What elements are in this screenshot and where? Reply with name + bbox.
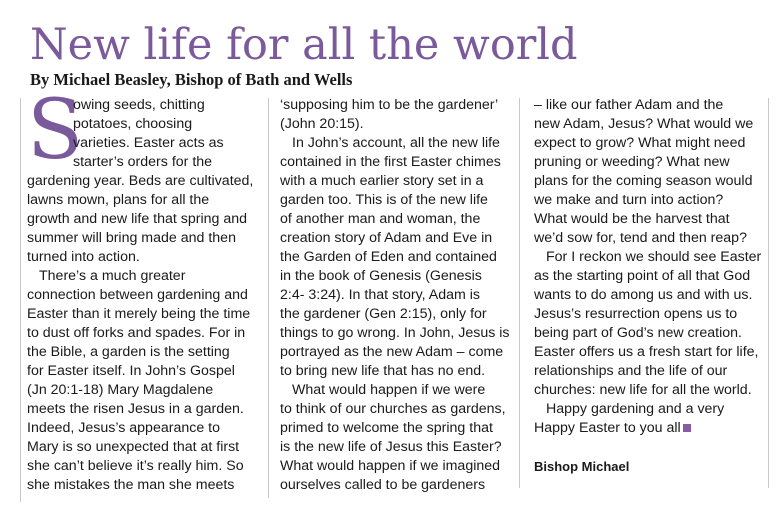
- text-line: is the new life of Jesus this Easter?: [280, 439, 502, 455]
- text-line: new Adam, Jesus? What would we: [534, 116, 754, 132]
- text-line: For I reckon we should see Easter: [546, 249, 762, 265]
- paragraph-3: [280, 96, 518, 134]
- text-line: owing seeds, chitting: [73, 97, 205, 113]
- text-line: Easter offers us a fresh start for life,: [534, 344, 759, 360]
- column-rule-middle-2: [519, 98, 520, 488]
- text-line: – like our father Adam and the: [534, 97, 724, 113]
- text-line: Mary is so unexpected that at first: [27, 439, 240, 455]
- text-line: for Easter itself. In John’s Gospel: [27, 363, 235, 379]
- text-line: varieties. Easter acts as: [73, 135, 224, 151]
- text-line: What would happen if we were: [292, 382, 486, 398]
- signature: Bishop Michael: [534, 459, 630, 474]
- paragraph-5: [280, 381, 518, 495]
- text-line: the gardener (Gen 2:15), only for: [280, 306, 487, 322]
- text-line: creation story of Adam and Eve in: [280, 230, 493, 246]
- text-line: lawns mown, plans for all the: [27, 192, 210, 208]
- text-line: In John’s account, all the new life: [292, 135, 500, 151]
- text-line: turned into action.: [27, 249, 140, 265]
- text-line: connection between gardening and: [27, 287, 248, 303]
- text-line: to think of our churches as gardens,: [280, 401, 506, 417]
- text-line: ‘supposing him to be the gardener’: [280, 97, 499, 113]
- column-rule-middle-1: [268, 98, 269, 498]
- paragraph-2: [27, 267, 267, 495]
- text-line: the Garden of Eden and contained: [280, 249, 497, 265]
- text-line: What would be the harvest that: [534, 211, 730, 227]
- text-line: things to go wrong. In John, Jesus is: [280, 325, 510, 341]
- text-line: she can’t believe it’s really him. So: [27, 458, 244, 474]
- column-rule-left: [20, 98, 21, 502]
- text-line: Happy gardening and a very: [546, 401, 725, 417]
- text-line: in the book of Genesis (Genesis: [280, 268, 482, 284]
- end-mark-icon: [683, 424, 691, 432]
- text-line: of another man and woman, the: [280, 211, 481, 227]
- text-line: churches: new life for all the world.: [534, 382, 752, 398]
- text-line: relationships and the life of our: [534, 363, 728, 379]
- column-2: [280, 96, 518, 496]
- text-line: Indeed, Jesus’s appearance to: [27, 420, 220, 436]
- text-line: to bring new life that has no end.: [280, 363, 486, 379]
- text-line: we make and turn into action?: [534, 192, 724, 208]
- text-line: Easter than it merely being the time: [27, 306, 251, 322]
- column-rule-right: [768, 98, 769, 488]
- paragraph-4: [280, 134, 518, 381]
- text-line: potatoes, choosing: [73, 116, 193, 132]
- text-line: expect to grow? What might need: [534, 135, 746, 151]
- text-line: summer will bring made and then: [27, 230, 236, 246]
- byline: By Michael Beasley, Bishop of Bath and Wells: [30, 70, 353, 89]
- drop-cap: S: [27, 96, 84, 178]
- text-line: to dust off forks and spades. For in: [27, 325, 246, 341]
- text-line: we’d sow for, tend and then reap?: [534, 230, 747, 246]
- text-line: 2:4- 3:24). In that story, Adam is: [280, 287, 481, 303]
- text-line: meets the risen Jesus in a garden.: [27, 401, 244, 417]
- text-line: Happy Easter to you all: [534, 419, 768, 438]
- column-1: [27, 96, 267, 496]
- text-line: (John 20:15).: [280, 116, 364, 132]
- text-line: as the starting point of all that God: [534, 268, 751, 284]
- text-line: pruning or weeding? What new: [534, 154, 730, 170]
- text-line: wants to do among us and with us.: [534, 287, 753, 303]
- headline: New life for all the world: [30, 20, 578, 70]
- text-line: portrayed as the new Adam – come: [280, 344, 504, 360]
- paragraph-7: [534, 248, 768, 400]
- text-line: starter’s orders for the: [73, 154, 213, 170]
- text-line: the Bible, a garden is the setting: [27, 344, 230, 360]
- text-line: ourselves called to be gardeners: [280, 477, 486, 493]
- paragraph-8: [534, 400, 768, 438]
- text-line: gardening year. Beds are cultivated,: [27, 173, 254, 189]
- paragraph-6: [534, 96, 768, 248]
- text-line: she mistakes the man she meets: [27, 477, 235, 493]
- text-line: with a much earlier story set in a: [280, 173, 484, 189]
- text-line: Jesus’s resurrection opens us to: [534, 306, 738, 322]
- text-line: contained in the first Easter chimes: [280, 154, 501, 170]
- text-line: plans for the coming season would: [534, 173, 753, 189]
- text-line: being part of God’s new creation.: [534, 325, 742, 341]
- text-line: There’s a much greater: [39, 268, 186, 284]
- text-line: primed to welcome the spring that: [280, 420, 493, 436]
- text-line: (Jn 20:1-18) Mary Magdalene: [27, 382, 214, 398]
- paragraph-1: [27, 96, 267, 267]
- text-line: garden too. This is of the new life: [280, 192, 488, 208]
- text-line: What would happen if we imagined: [280, 458, 501, 474]
- text-line: growth and new life that spring and: [27, 211, 248, 227]
- column-3: [534, 96, 768, 496]
